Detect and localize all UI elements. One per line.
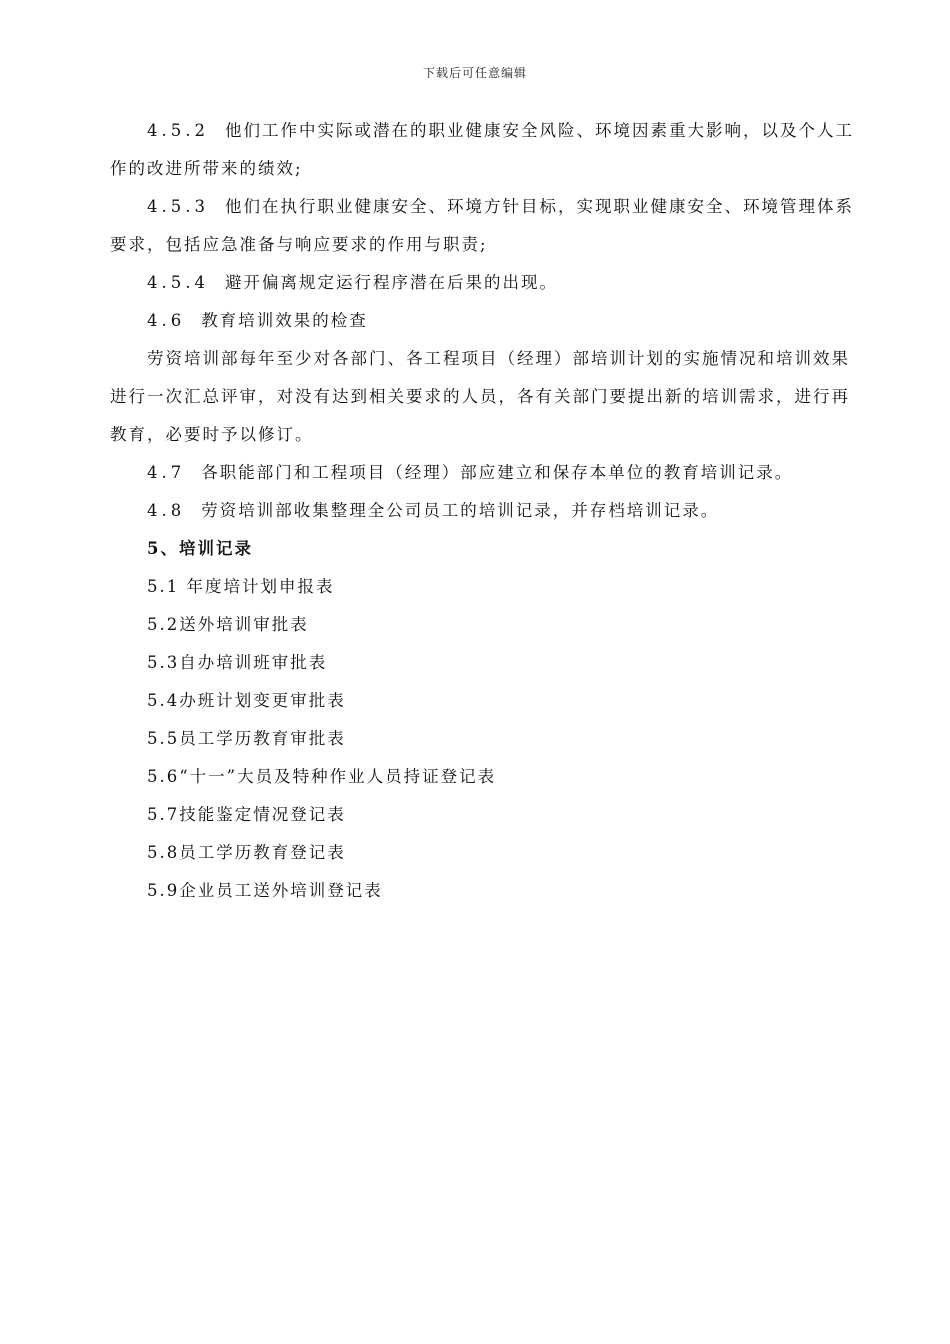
paragraph-4-8 [110, 492, 864, 530]
paragraph-4-5-4 [110, 264, 864, 302]
clause-number: 4.8 [147, 501, 186, 520]
clause-number: 4.6 [147, 311, 186, 330]
record-item: 5.5员工学历教育审批表 [147, 729, 346, 748]
clause-text: 各职能部门和工程项目（经理）部应建立和保存本单位的教育培训记录。 [201, 463, 794, 482]
page-header: 下载后可任意编辑 [422, 66, 527, 80]
clause-text: 劳资培训部每年至少对各部门、各工程项目（经理）部培训计划的实施情况和培训效果进行一次汇总评审，对没有达到相关要求的人员，各有关部门要提出新的培训需求，进行再教育，必要时予以修订。 [110, 349, 850, 444]
clause-text: 他们在执行职业健康安全、环境方针目标，实现职业健康安全、环境管理体系要求，包括应急准备与响应要求的作用与职责; [110, 197, 854, 254]
record-item: 5.7技能鉴定情况登记表 [147, 805, 346, 824]
record-item: 5.2送外培训审批表 [147, 615, 309, 634]
paragraph-4-6 [110, 302, 864, 340]
clause-text: 劳资培训部收集整理全公司员工的培训记录，并存档培训记录。 [201, 501, 720, 520]
section-5-heading: 5、培训记录 [147, 539, 253, 558]
record-item: 5.1 年度培计划申报表 [147, 577, 335, 596]
record-item: 5.6“十一”大员及特种作业人员持证登记表 [147, 767, 497, 786]
record-item: 5.8员工学历教育登记表 [147, 843, 346, 862]
paragraph-4-5-3 [110, 188, 864, 264]
record-item: 5.9企业员工送外培训登记表 [147, 881, 383, 900]
clause-number: 4.5.4 [147, 273, 209, 292]
record-item: 5.3自办培训班审批表 [147, 653, 328, 672]
document-body [110, 112, 864, 910]
paragraph-4-5-2 [110, 112, 864, 188]
clause-number: 4.7 [147, 463, 186, 482]
paragraph-review [110, 340, 864, 454]
clause-text: 教育培训效果的检查 [201, 311, 368, 330]
clause-text: 他们工作中实际或潜在的职业健康安全风险、环境因素重大影响，以及个人工作的改进所带来的绩效; [110, 121, 854, 178]
clause-number: 4.5.3 [147, 197, 209, 216]
record-item: 5.4办班计划变更审批表 [147, 691, 346, 710]
clause-number: 4.5.2 [147, 121, 209, 140]
clause-text: 避开偏离规定运行程序潜在后果的出现。 [224, 273, 558, 292]
paragraph-4-7 [110, 454, 864, 492]
